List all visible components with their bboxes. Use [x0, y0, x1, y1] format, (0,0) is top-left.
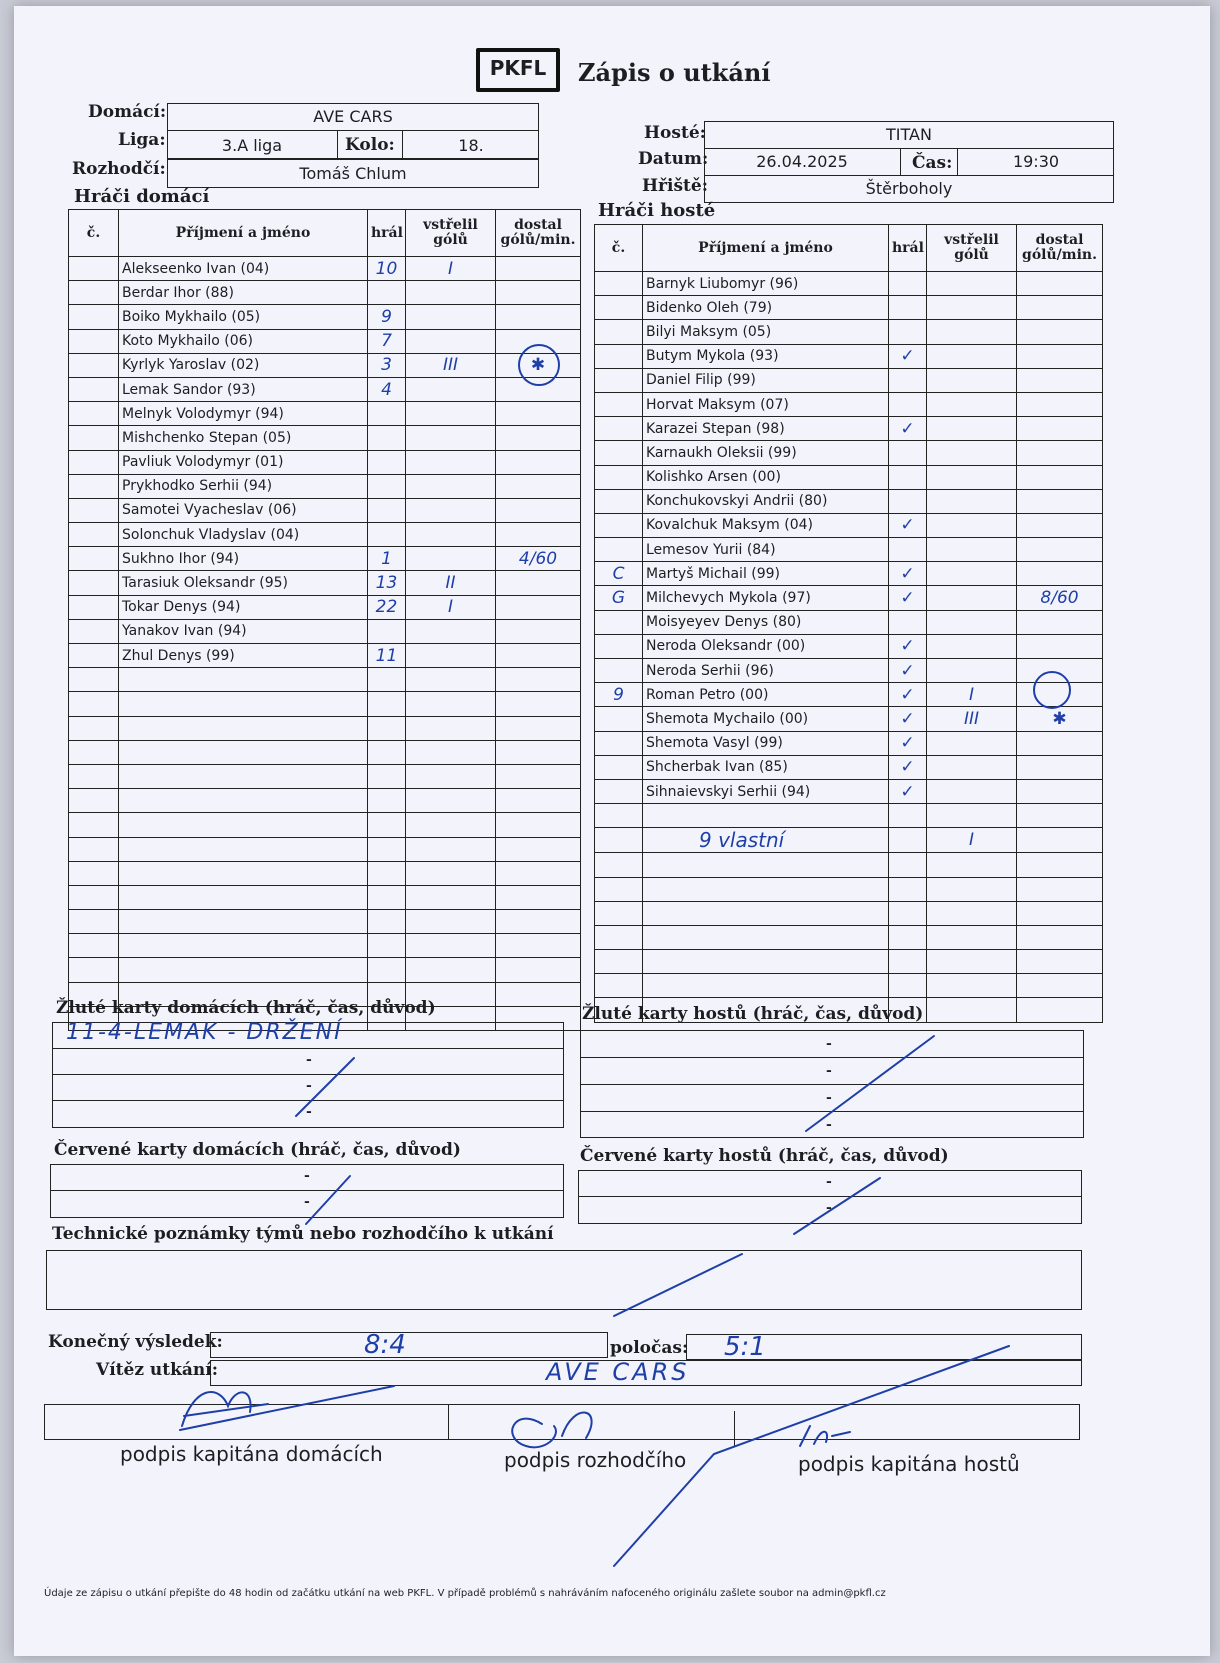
cell-played: 7	[368, 329, 406, 353]
page-title: Zápis o utkání	[578, 58, 771, 87]
cell-name: Daniel Filip (99)	[643, 368, 889, 392]
notes-title: Technické poznámky týmů nebo rozhodčího k utkání	[52, 1224, 554, 1244]
cell-name: Karnaukh Oleksii (99)	[643, 441, 889, 465]
cell-played: ✓	[889, 513, 927, 537]
col-name: Příjmení a jméno	[643, 225, 889, 272]
cell-played: ✓	[889, 586, 927, 610]
cell-conceded: ✱	[1017, 707, 1103, 731]
cell-name: Moisyeyev Denys (80)	[643, 610, 889, 634]
cell-played: 11	[368, 644, 406, 668]
cell-name: Kolishko Arsen (00)	[643, 465, 889, 489]
cell-name: Bilyi Maksym (05)	[643, 320, 889, 344]
cell-played: 10	[368, 257, 406, 281]
date-label: Datum:	[638, 149, 709, 169]
cell-name: Roman Petro (00)	[643, 683, 889, 707]
cell-name: Melnyk Volodymyr (94)	[119, 402, 368, 426]
col-conceded: dostal gólů/min.	[496, 210, 581, 257]
cell-num: G	[595, 586, 643, 610]
footer-note: Údaje ze zápisu o utkání přepište do 48 hodin od začátku utkání na web PKFL. V případě problémů s nahráváním nafoceného originálu zašlete soubor na admin@pkfl.cz	[44, 1588, 886, 1599]
dash: -	[304, 1168, 310, 1184]
cross-out-stroke	[306, 1176, 350, 1224]
pitch-label: Hřiště:	[642, 176, 708, 196]
cell-played: 3	[368, 353, 406, 377]
col-num: č.	[69, 210, 119, 257]
ink-overlay	[14, 6, 1210, 1656]
dash: -	[826, 1117, 832, 1133]
cell-played: 22	[368, 595, 406, 619]
guest-red-title: Červené karty hostů (hráč, čas, důvod)	[580, 1146, 949, 1166]
cell-name: Konchukovskyi Andrii (80)	[643, 489, 889, 513]
guest-players-title: Hráči hosté	[598, 200, 716, 221]
cell-played: ✓	[889, 344, 927, 368]
dash: -	[306, 1078, 312, 1094]
col-scored: vstřelil gólů	[927, 225, 1017, 272]
cell-name: Barnyk Liubomyr (96)	[643, 272, 889, 296]
cell-scored: I	[406, 595, 496, 619]
match-sheet	[14, 6, 1210, 1656]
cell-name: Solonchuk Vladyslav (04)	[119, 523, 368, 547]
cell-name: Shemota Mychailo (00)	[643, 707, 889, 731]
dash: -	[826, 1090, 832, 1106]
home-yellow-entry: 11-4-LEMAK - DRŽENÍ	[66, 1020, 343, 1045]
cell-played: ✓	[889, 779, 927, 803]
cell-name: Sihnaievskyi Serhii (94)	[643, 779, 889, 803]
dash: -	[826, 1200, 832, 1216]
cell-name: Butym Mykola (93)	[643, 344, 889, 368]
star-circle-icon	[519, 345, 559, 385]
cell-name: Lemak Sandor (93)	[119, 377, 368, 401]
cell-name: Berdar Ihor (88)	[119, 281, 368, 305]
home-red-title: Červené karty domácích (hráč, čas, důvod)	[54, 1140, 461, 1160]
cross-out-stroke	[794, 1178, 880, 1234]
cell-name: Pavliuk Volodymyr (01)	[119, 450, 368, 474]
winner-label: Vítěz utkání:	[96, 1360, 218, 1380]
cell-scored: I	[927, 828, 1017, 853]
cell-played: 13	[368, 571, 406, 595]
cell-played: ✓	[889, 707, 927, 731]
cross-out-stroke	[614, 1346, 1009, 1566]
cell-played: 4	[368, 377, 406, 401]
referee-signature-label: podpis rozhodčího	[504, 1448, 687, 1472]
cell-name: Lemesov Yurii (84)	[643, 538, 889, 562]
cell-name: Martyš Michail (99)	[643, 562, 889, 586]
cell-scored: I	[927, 683, 1017, 707]
home-value: AVE CARS	[313, 107, 393, 126]
home-captain-signature	[180, 1386, 394, 1430]
time-label: Čas:	[912, 153, 953, 173]
cell-played: 9	[368, 305, 406, 329]
dash: -	[304, 1194, 310, 1210]
cell-name: Horvat Maksym (07)	[643, 392, 889, 416]
cell-scored: III	[927, 707, 1017, 731]
cell-scored: II	[406, 571, 496, 595]
pkfl-logo: PKFL	[476, 48, 560, 92]
cell-played: ✓	[889, 634, 927, 658]
cell-name: Kovalchuk Maksym (04)	[643, 513, 889, 537]
cell-conceded: 8/60	[1017, 586, 1103, 610]
cell-scored: III	[406, 353, 496, 377]
col-conceded: dostal gólů/min.	[1017, 225, 1103, 272]
home-yellow-title: Žluté karty domácích (hráč, čas, důvod)	[56, 998, 436, 1018]
referee-value: Tomáš Chlum	[299, 164, 407, 183]
cell-name: Shcherbak Ivan (85)	[643, 755, 889, 779]
cell-name: Samotei Vyacheslav (06)	[119, 498, 368, 522]
cell-name: Kyrlyk Yaroslav (02)	[119, 353, 368, 377]
final-score-value: 8:4	[364, 1330, 406, 1360]
dash: -	[306, 1052, 312, 1068]
dash: -	[826, 1174, 832, 1190]
col-played: hrál	[368, 210, 406, 257]
guest-label: Hosté:	[644, 123, 706, 143]
round-label: Kolo:	[345, 135, 395, 155]
cell-played: ✓	[889, 683, 927, 707]
pitch-value: Štěrboholy	[865, 179, 953, 198]
cell-name: 9 vlastní	[643, 828, 889, 853]
winner-value: AVE CARS	[546, 1358, 690, 1386]
cell-played: ✓	[889, 755, 927, 779]
guest-value: TITAN	[886, 125, 932, 144]
home-captain-signature-label: podpis kapitána domácích	[120, 1442, 383, 1466]
cell-name: Koto Mykhailo (06)	[119, 329, 368, 353]
cell-name: Yanakov Ivan (94)	[119, 619, 368, 643]
cell-name: Milchevych Mykola (97)	[643, 586, 889, 610]
referee-label: Rozhodčí:	[72, 159, 166, 179]
home-label: Domácí:	[88, 102, 167, 122]
cell-conceded: ✱	[496, 353, 581, 377]
cell-scored: I	[406, 257, 496, 281]
league-label: Liga:	[118, 130, 166, 150]
time-value: 19:30	[1012, 152, 1060, 171]
referee-signature	[512, 1413, 591, 1448]
halftime-label: poločas:	[610, 1338, 689, 1358]
cell-played: 1	[368, 547, 406, 571]
cell-played: ✓	[889, 417, 927, 441]
cell-name: Alekseenko Ivan (04)	[119, 257, 368, 281]
guest-captain-signature	[800, 1426, 850, 1446]
star-circle-icon	[1034, 672, 1070, 708]
cell-name: Mishchenko Stepan (05)	[119, 426, 368, 450]
cell-name: Neroda Oleksandr (00)	[643, 634, 889, 658]
cell-name: Tokar Denys (94)	[119, 595, 368, 619]
cell-played: ✓	[889, 659, 927, 683]
col-scored: vstřelil gólů	[406, 210, 496, 257]
cell-name: Boiko Mykhailo (05)	[119, 305, 368, 329]
col-played: hrál	[889, 225, 927, 272]
cell-conceded: 4/60	[496, 547, 581, 571]
final-score-label: Konečný výsledek:	[48, 1332, 223, 1352]
col-num: č.	[595, 225, 643, 272]
col-name: Příjmení a jméno	[119, 210, 368, 257]
cell-name: Prykhodko Serhii (94)	[119, 474, 368, 498]
guest-yellow-title: Žluté karty hostů (hráč, čas, důvod)	[582, 1004, 924, 1024]
cross-out-stroke	[806, 1036, 934, 1131]
halftime-value: 5:1	[724, 1332, 766, 1362]
cell-name: Zhul Denys (99)	[119, 644, 368, 668]
guest-captain-signature-label: podpis kapitána hostů	[798, 1452, 1020, 1476]
dash: -	[826, 1063, 832, 1079]
cell-name: Karazei Stepan (98)	[643, 417, 889, 441]
dash: -	[826, 1036, 832, 1052]
league-value: 3.A liga	[221, 136, 283, 155]
cell-played: ✓	[889, 731, 927, 755]
round-value: 18.	[458, 136, 484, 155]
cell-name: Bidenko Oleh (79)	[643, 296, 889, 320]
cell-played: ✓	[889, 562, 927, 586]
cross-out-stroke	[614, 1254, 742, 1316]
dash: -	[306, 1104, 312, 1120]
cell-name: Shemota Vasyl (99)	[643, 731, 889, 755]
cell-name: Tarasiuk Oleksandr (95)	[119, 571, 368, 595]
home-players-title: Hráči domácí	[74, 186, 210, 207]
cell-num: C	[595, 562, 643, 586]
cross-out-stroke	[296, 1058, 354, 1116]
date-value: 26.04.2025	[756, 152, 848, 171]
cell-name: Sukhno Ihor (94)	[119, 547, 368, 571]
cell-name: Neroda Serhii (96)	[643, 659, 889, 683]
cell-num: 9	[595, 683, 643, 707]
